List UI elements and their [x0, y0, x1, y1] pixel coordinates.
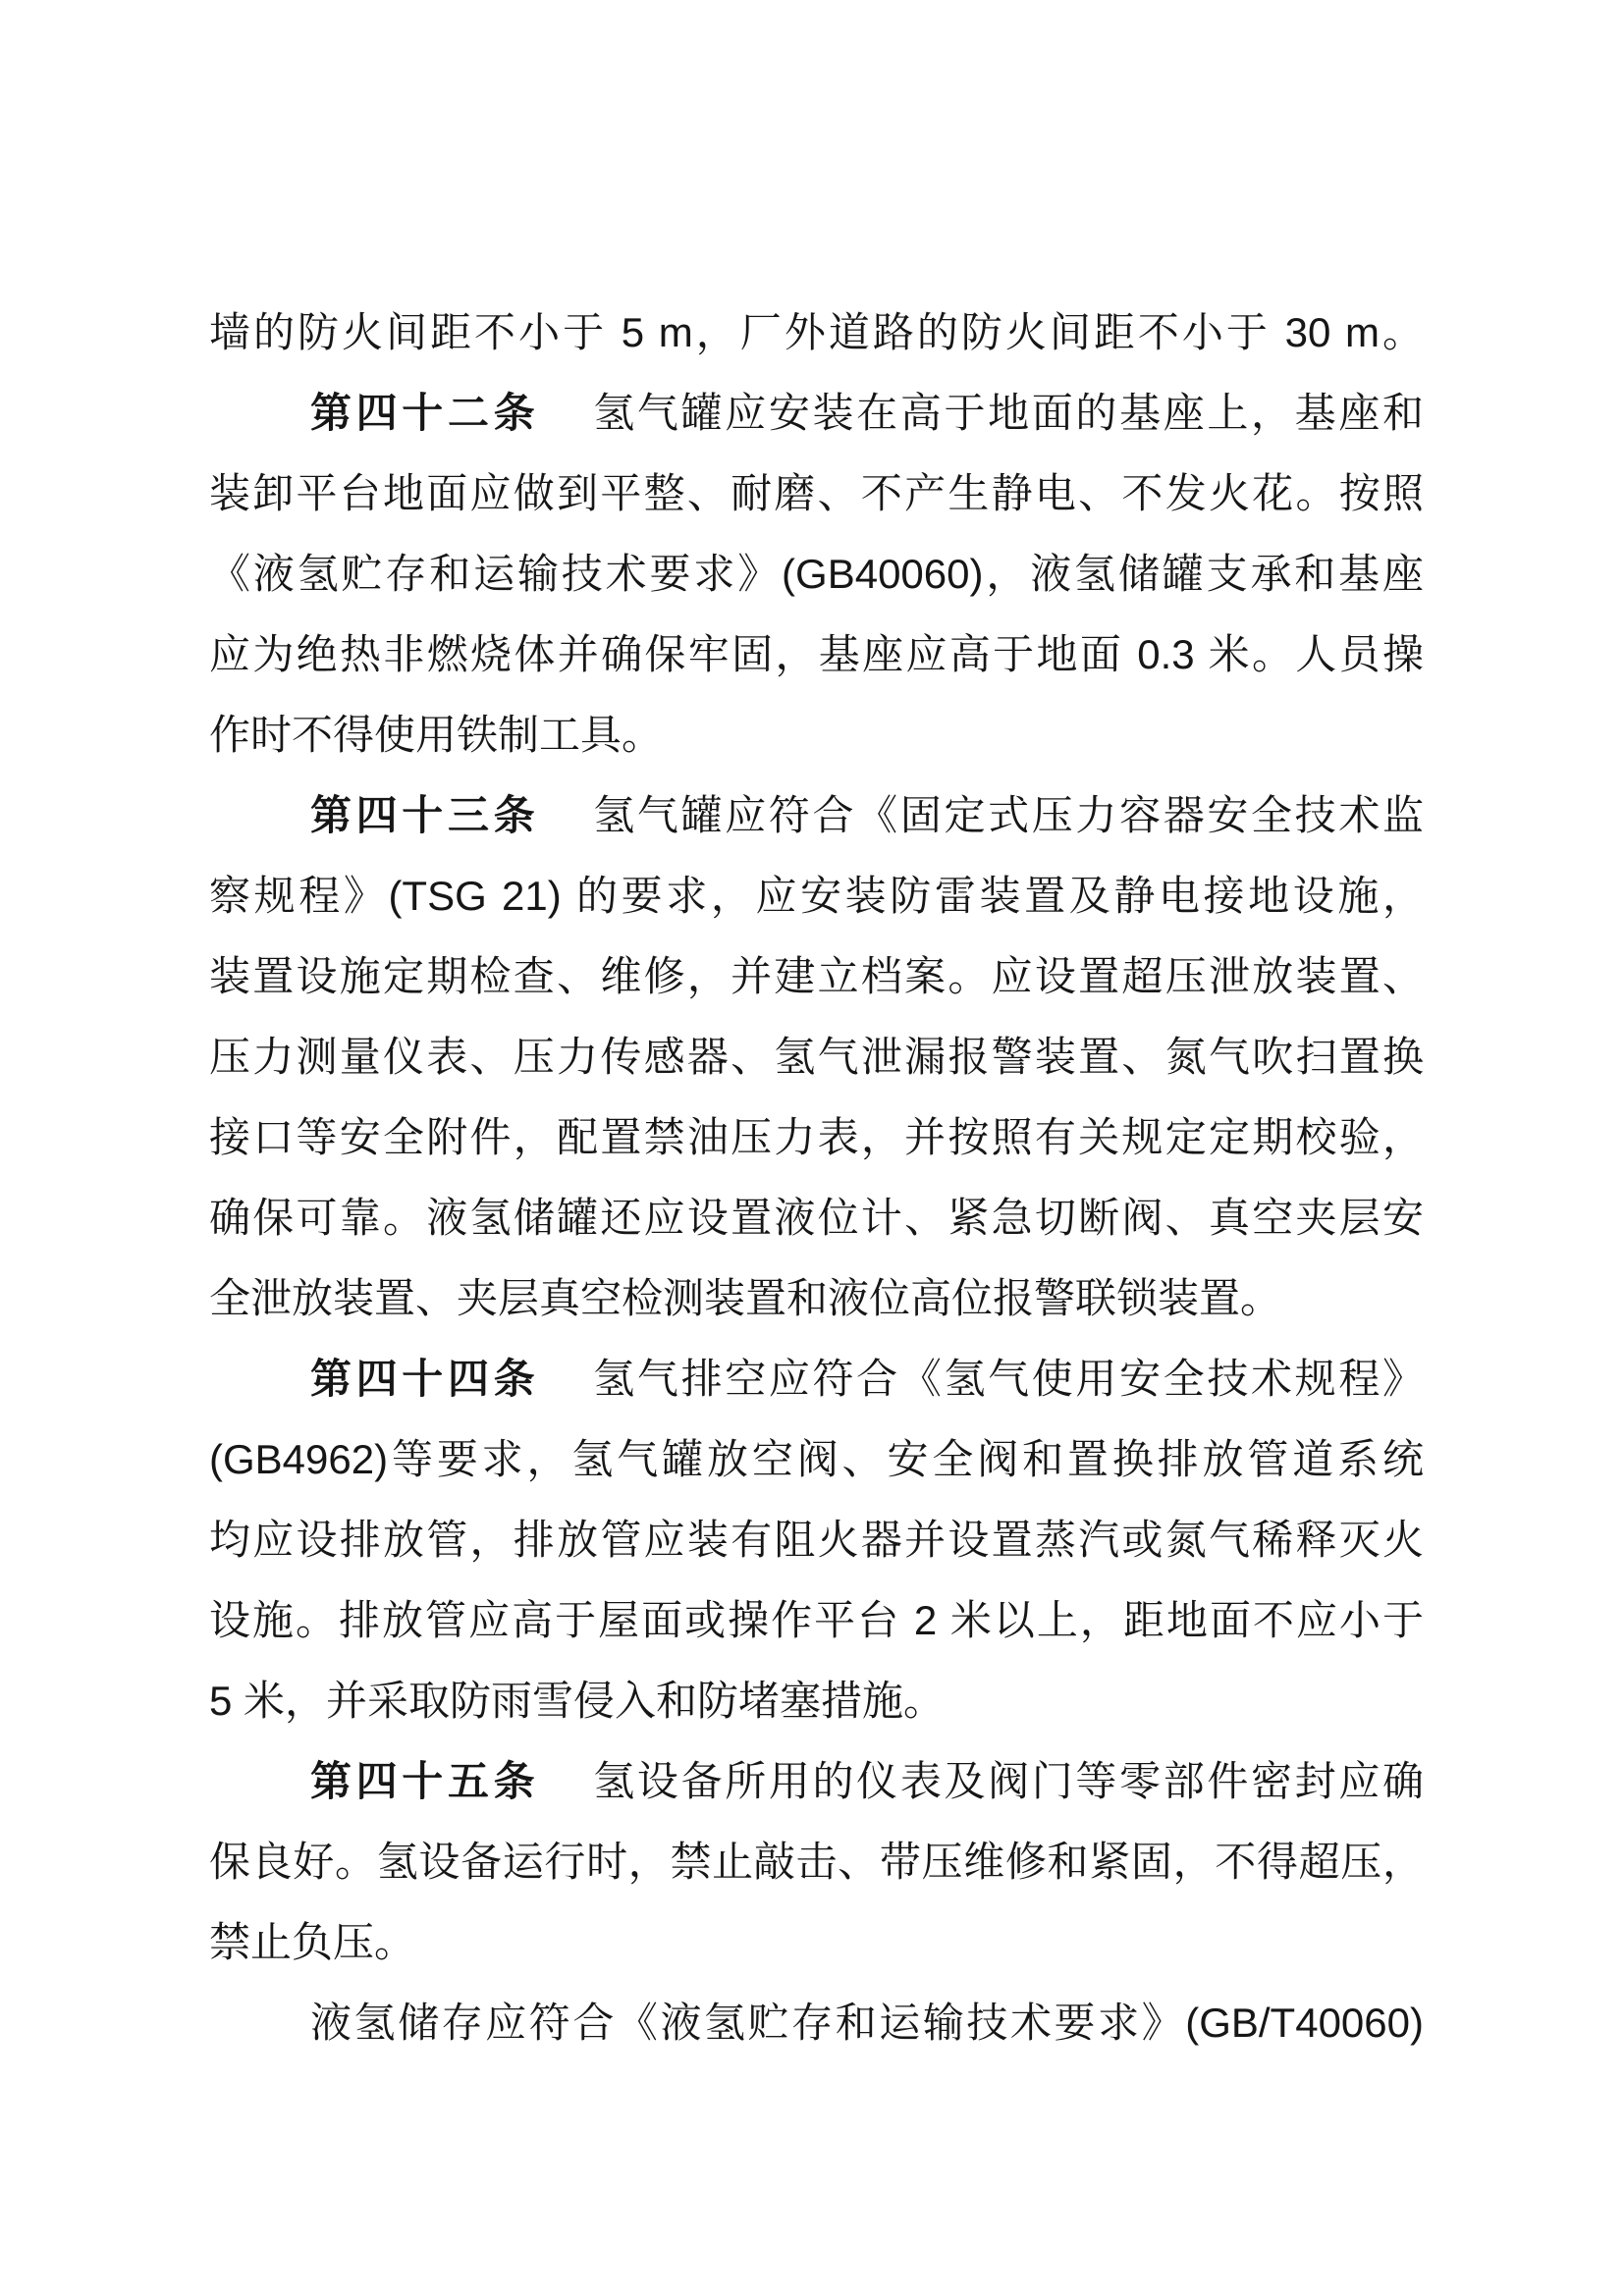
text-line — [209, 373, 1424, 454]
text-line — [209, 775, 1424, 856]
line-text: 应为绝热非燃烧体并确保牢固，基座应高于地面 0.3 米。人员操 — [209, 631, 1424, 677]
article-number: 第四十二条 — [310, 390, 540, 436]
line-text: 氢气排空应符合《氢气使用安全技术规程》 — [593, 1356, 1424, 1402]
text-line — [209, 1097, 1424, 1178]
line-text: 察规程》(TSG 21) 的要求，应安装防雷装置及静电接地设施， — [209, 873, 1424, 919]
text-line — [209, 1661, 1424, 1741]
text-line — [209, 1741, 1424, 1822]
text-line — [209, 1178, 1424, 1258]
line-text: 压力测量仪表、压力传感器、氢气泄漏报警装置、氮气吹扫置换 — [209, 1034, 1424, 1080]
text-line — [209, 1419, 1424, 1500]
body-text-block — [209, 293, 1424, 2063]
text-line — [209, 1339, 1424, 1419]
line-text: 《液氢贮存和运输技术要求》(GB40060)，液氢储罐支承和基座 — [209, 551, 1424, 597]
text-line — [209, 1983, 1424, 2063]
text-line — [209, 614, 1424, 695]
text-line — [209, 1902, 1424, 1983]
article-number: 第四十五条 — [310, 1758, 540, 1804]
text-line — [209, 936, 1424, 1017]
line-text: 接口等安全附件，配置禁油压力表，并按照有关规定定期校验， — [209, 1114, 1424, 1160]
line-text: 氢气罐应符合《固定式压力容器安全技术监 — [593, 792, 1424, 838]
line-text: 确保可靠。液氢储罐还应设置液位计、紧急切断阀、真空夹层安 — [209, 1195, 1424, 1241]
line-text: 氢气罐应安装在高于地面的基座上，基座和 — [593, 390, 1424, 436]
text-line — [209, 1258, 1424, 1339]
text-line — [209, 293, 1424, 373]
text-line — [209, 1580, 1424, 1661]
line-text: 作时不得使用铁制工具。 — [209, 712, 664, 758]
text-line — [209, 534, 1424, 614]
text-line — [209, 454, 1424, 534]
line-text: 设施。排放管应高于屋面或操作平台 2 米以上，距地面不应小于 — [209, 1597, 1424, 1643]
text-line — [209, 1500, 1424, 1580]
article-number: 第四十三条 — [310, 792, 540, 838]
text-line — [209, 856, 1424, 936]
line-text: 墙的防火间距不小于 5 m，厂外道路的防火间距不小于 30 m。 — [209, 309, 1424, 355]
line-text: 装置设施定期检查、维修，并建立档案。应设置超压泄放装置、 — [209, 953, 1424, 999]
text-line — [209, 1017, 1424, 1097]
line-text: (GB4962)等要求，氢气罐放空阀、安全阀和置换排放管道系统 — [209, 1436, 1424, 1482]
line-text: 5 米，并采取防雨雪侵入和防堵塞措施。 — [209, 1678, 946, 1724]
line-text: 全泄放装置、夹层真空检测装置和液位高位报警联锁装置。 — [209, 1275, 1282, 1321]
line-text: 氢设备所用的仪表及阀门等零部件密封应确 — [593, 1758, 1424, 1804]
text-line — [209, 1822, 1424, 1902]
article-number: 第四十四条 — [310, 1356, 540, 1402]
text-line — [209, 695, 1424, 775]
line-text: 禁止负压。 — [209, 1919, 416, 1965]
line-text: 均应设排放管，排放管应装有阻火器并设置蒸汽或氮气稀释灭火 — [209, 1517, 1424, 1563]
line-text: 液氢储存应符合《液氢贮存和运输技术要求》(GB/T40060) — [310, 2000, 1424, 2046]
line-text: 装卸平台地面应做到平整、耐磨、不产生静电、不发火花。按照 — [209, 470, 1424, 516]
line-text: 保良好。氢设备运行时，禁止敲击、带压维修和紧固，不得超压， — [209, 1839, 1424, 1885]
